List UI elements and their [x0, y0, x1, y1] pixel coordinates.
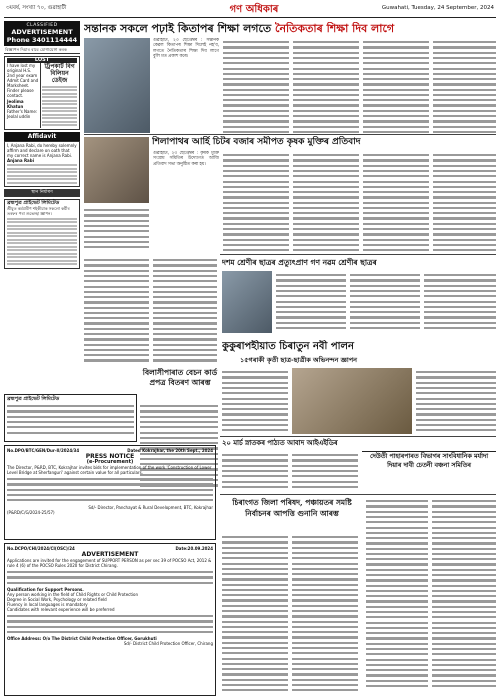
side-notice-title: ব্ৰহ্মপুত্ৰ প্ৰাইভেট লিমিটেড [7, 200, 60, 206]
classified-column [4, 21, 80, 392]
press-notice-foot: (P&RD/C/G/2024-25/57) [7, 509, 55, 515]
lost-notice [4, 56, 80, 130]
headline-ration: বিলাসীপাৰাত বেচন কাৰ্ড প্ৰপত্ৰ বিতৰণ আৰম্ভ [142, 368, 218, 387]
affidavit-name: Anjana Rabi [7, 157, 34, 163]
protest-col1 [84, 206, 149, 251]
advert-item: Degree in Social Work, Psychology or related field [7, 596, 107, 602]
headline-nabi-sub: ১৫গৰাকী কৃতী ছাত্ৰ-ছাত্ৰীক অভিনন্দন জ্ঞাপন [240, 356, 357, 364]
headline-chirang: চিৰাংগত জিলা পৰিষদ, পঞ্চায়তৰ সমষ্টি নিৰ্বাচনৰ আপত্তি গুনানি আৰম্ভ [232, 498, 352, 518]
advert-item: Candidates with relevant experience will be preferred [7, 606, 115, 612]
press-notice-ref: No.DPO/BTC/GEN/Dur-II/2024/34 [7, 448, 80, 453]
affidavit-title: Affidavit [4, 132, 80, 141]
headline-ug: ২০ মাৰ্চ স্নাতকৰ পাঠ্যত আবাদ আইএইডিৰ [222, 439, 338, 447]
flipkart-ad [40, 63, 77, 128]
date-line: Guwahati, Tuesday, 24 September, 2024 [381, 5, 494, 11]
press-notice-body: The Director, P&RD, BTC, Kokrajhar invites bids for implementation of the work 'Construction of Lower Level Bridge at Sherfanguri' against certain value for all particulars. [7, 465, 212, 475]
protest-col4 [363, 151, 429, 251]
lost-heading: LOST [7, 58, 77, 63]
classified-title: CLASSIFIED [26, 23, 58, 28]
article-photo [84, 38, 150, 133]
main-headline-part1: সন্তানক সকলে পঢ়াই কিতাপৰ শিক্ষা লগতে [84, 22, 276, 35]
main-article-col5 [433, 38, 496, 133]
chirang-col2 [292, 533, 358, 696]
company-notice-title: ব্ৰহ্মপুত্ৰ প্ৰাইভেট লিমিটেড [7, 396, 60, 402]
classified-header [4, 21, 80, 46]
headline-nabi: কুকুৰাপহীয়াত চিৰাতুন নবী পালন [222, 341, 354, 352]
article-col-mid [153, 256, 217, 366]
protest-col3 [293, 151, 359, 251]
ug-col2 [292, 451, 358, 491]
main-headline-part2: নৈতিকতাৰ শিক্ষা দিব লাগে [275, 22, 395, 35]
divider [220, 254, 496, 255]
issue-info: ৩য়বৰ্ষ, সংখ্যা ৭০, গুৱাহাটী [6, 5, 67, 11]
headline-protest: শিলাপাথৰ আৰ্হি চিটৰ বজাৰ সমীপত কৃষক মুক্তিৰ প্ৰতিবাদ [152, 137, 361, 147]
affidavit-box [4, 141, 80, 188]
advert-ref: No.DCPO/CHI/2024/CI(OSC)/24 [7, 546, 75, 551]
protest-article-lead: গুৱাহাটী, ২৩ ছেপ্তেম্বৰ : কৃষক মুক্তি সংগ্ৰাম সমিতিৰ উদ্যোগত আজি প্ৰতিবাদ সভা অনুষ্ঠিত কৰা হয়। [153, 151, 219, 167]
divider [84, 134, 496, 135]
advert-item: Fluency in local languages is mandatory [7, 601, 88, 607]
student-col2 [350, 271, 420, 333]
protest-col2 [223, 151, 289, 251]
main-headline [84, 22, 496, 36]
protest-photo [84, 137, 149, 203]
headline-deuti: দেউতী পাহাৰপাৰত বিভাগৰ সাংবিধানিক মৰ্যাদা দিয়াৰ দাবী চেতনী বঞ্চনা সমিতিৰ [362, 451, 496, 491]
press-notice-sign: Sd/- Director, Panchayat & Rural Development, BTC, Kokrajhar [88, 504, 213, 510]
lost-name: Jeolima Khatun [7, 99, 24, 109]
flipkart-ad-title: ট্ৰিপকাৰ্ট বিগ বিলিয়ন ডেইজ [44, 63, 75, 84]
lost-body: I have lost my original H.S. 2nd year exam Admit Card and Marksheet. Finder please contact. [7, 63, 39, 98]
advert-date: Date:20.09.2024 [175, 546, 213, 551]
newspaper-logo: গণ অধিকাৰ [229, 4, 279, 15]
press-notice [4, 445, 216, 540]
classified-heading: ADVERTISEMENT [11, 28, 73, 36]
pocso-advertisement [4, 543, 216, 696]
side-notice-text: শ্ৰীযুত কৰ্মপ্ৰবীণ শইকীয়াক সকলো কৰ্মীৰ তৰফৰ পৰা শুভেচ্ছা জ্ঞাপন। [7, 206, 70, 216]
side-notice [4, 199, 80, 269]
main-article-col3 [293, 38, 359, 133]
press-notice-title: PRESS NOTICE [85, 453, 135, 460]
ug-col1 [222, 451, 288, 491]
main-article-lead: গুৱাহাটী, ২৩ ছেপ্তেম্বৰ : সন্তানক কেৱল কিতাপৰ শিক্ষা দিলেই নহ'ব, লগতে নৈতিকতাৰ শিক্ষা দিব লাগে বুলি মত প্ৰকাশ কৰে। [153, 38, 219, 60]
advert-item: Any person working in the field of Child Rights or Child Protection [7, 591, 139, 597]
lost-text [7, 63, 39, 128]
press-notice-sub: (e-Procurement) [86, 459, 134, 465]
advert-sign: Sd/- District Child Protection Officer, Chirang [123, 641, 213, 647]
advert-body: Applications are invited for the engagement of SUPPORT PERSON as per sec 39 of POCSO Act, 2012 & rule 4 (6) of the POCSO Rules 2020 for District Chirang. [7, 558, 212, 568]
nabi-col1 [222, 368, 288, 434]
advert-qual-head: Qualification for Support Persons. [7, 586, 84, 592]
article-col-left [84, 256, 149, 366]
main-article-col2 [223, 38, 289, 133]
student-photo [222, 271, 272, 333]
press-notice-date: Dated Kokrajhar, the 20th Sept., 2024 [127, 448, 213, 453]
deuti-col1 [366, 497, 428, 696]
classified-phone: Phone 3401114444 [6, 36, 78, 44]
section-label: স্থান নিৰ্ধাৰণ [4, 189, 80, 197]
masthead [4, 2, 496, 18]
divider [220, 494, 496, 495]
nabi-col2 [416, 368, 496, 434]
advert-office: Office Address: O/o The District Child Protection Officer, Gorukhuti [7, 636, 157, 642]
chirang-col1 [222, 533, 288, 696]
headline-student: দশম শ্ৰেণীৰ ছাত্ৰৰ প্ৰত্যুৎপ্ৰাণ গণ নৱম শ্ৰেণীৰ ছাত্ৰৰ [222, 258, 377, 267]
affidavit-text: I, Anjana Rabi, do hereby solemnly affirm and declare on oath that my correct name is Anjana Rabi. [7, 142, 77, 158]
divider [220, 436, 496, 437]
protest-col5 [433, 151, 496, 251]
deuti-col2 [432, 497, 496, 696]
company-notice [4, 394, 137, 442]
nabi-photo [292, 368, 412, 434]
student-col1 [276, 271, 346, 333]
advert-title: ADVERTISEMENT [81, 551, 139, 558]
main-article-col4 [363, 38, 429, 133]
lost-father: Father's Name: Jeolal uddin [7, 109, 38, 119]
classified-note: বিজ্ঞাপন দিয়াৰ বাবে যোগাযোগ কৰক [4, 46, 80, 54]
student-col3 [424, 271, 496, 333]
